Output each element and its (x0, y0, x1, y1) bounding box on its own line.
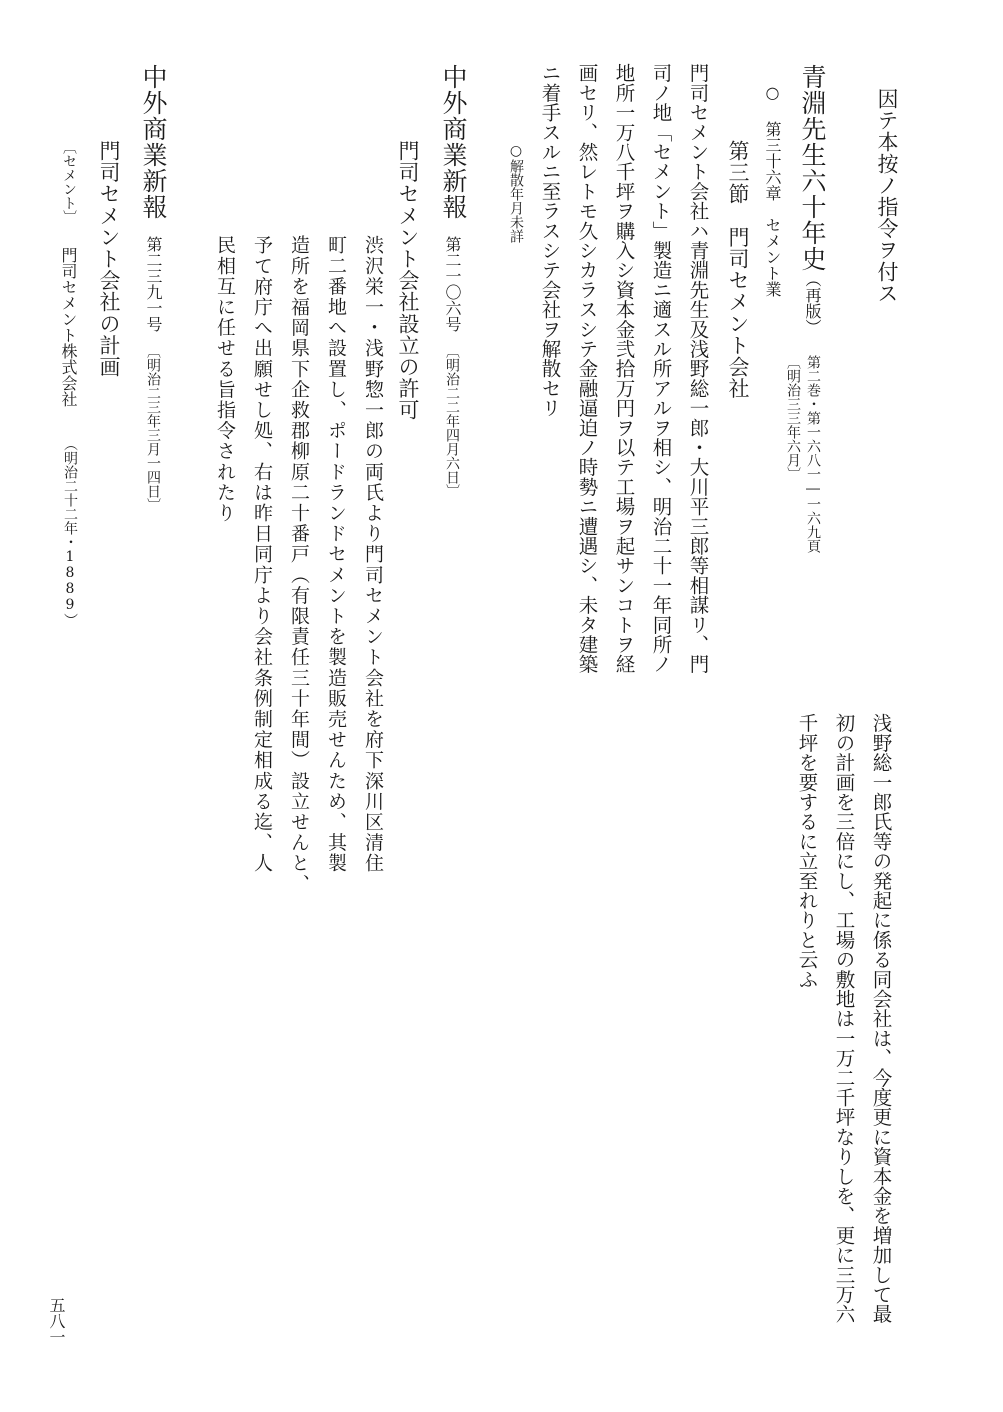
text-line: 町二番地へ設置し、ポードランドセメントを製造販売せんため、其製 (325, 235, 347, 874)
category-tag: 〔セメント〕 (61, 140, 77, 224)
source-edition: （再版） (803, 271, 822, 335)
source-title: 青淵先生六十年史 (798, 64, 827, 272)
newspaper-title: 中外商業新報 (439, 64, 468, 220)
text-line: 渋沢栄一・浅野惣一郎の両氏より門司セメント会社を府下深川区清住 (362, 235, 384, 874)
text-line: 浅野総一郎氏等の発起に係る同会社は、今度更に資本金を増加して最 (869, 713, 893, 1324)
text-line: 門司セメント会社ハ青淵先生及浅野総一郎・大川平三郎等相謀リ、門 (686, 63, 710, 674)
text-line: 民相互に任せる旨指令されたり (214, 235, 236, 524)
article-heading: 門司セメント会社設立の許可 (396, 140, 420, 421)
newspaper-date: 〔明治二三年三月一四日〕 (145, 344, 161, 512)
newspaper-date: 〔明治二二年四月六日〕 (444, 344, 460, 498)
text-line: 画セリ、然レトモ久シカラスシテ金融逼迫ノ時勢ニ遭遇シ、未タ建築 (575, 63, 599, 674)
text-line: 初の計画を三倍にし、工場の敷地は一万二千坪なりしを、更に三万六 (832, 713, 856, 1324)
text-line: 千坪を要するに立至れりと云ふ (795, 713, 819, 989)
text-line: 地所一万八千坪ヲ購入シ資本金弐拾万円ヲ以テ工場ヲ起サンコトヲ経 (612, 63, 636, 674)
year-label: （明治二十二年・1889） (62, 437, 78, 627)
text-line: 予て府庁へ出願せし処、右は昨日同庁より会社条例制定相成る迄、人 (251, 235, 273, 874)
text-line: 造所を福岡県下企救郡柳原二十番戸（有限責任三十年間）設立せんと、 (288, 235, 310, 895)
article-heading: 門司セメント会社の計画 (97, 140, 121, 378)
page-number: 五八一 (47, 1297, 66, 1345)
chapter-heading: ○ 第三十六章 セメント業 (763, 83, 782, 297)
text-line: ニ着手スルニ至ラスシテ会社ヲ解散セリ (538, 63, 562, 418)
newspaper-issue: 第二三九一号 (144, 236, 163, 332)
section-heading: 第三節 門司セメント会社 (726, 140, 750, 400)
newspaper-issue: 第二一〇六号 (443, 236, 462, 332)
previous-entry-tail: 因テ本按ノ指令ヲ付ス (875, 88, 899, 304)
text-line: 司ノ地「セメント」製造ニ適スル所アルヲ相シ、明治二十一年同所ノ (649, 63, 673, 674)
source-volume: 第二巻・第一六八一―一六九頁 (805, 355, 821, 553)
newspaper-title: 中外商業新報 (139, 64, 168, 220)
company-name: 門司セメント株式会社 (59, 247, 78, 407)
source-date: 〔明治三三年六月〕 (785, 355, 801, 481)
dissolution-note: ○解散年月未詳 (508, 143, 524, 243)
source-citation (786, 355, 820, 553)
